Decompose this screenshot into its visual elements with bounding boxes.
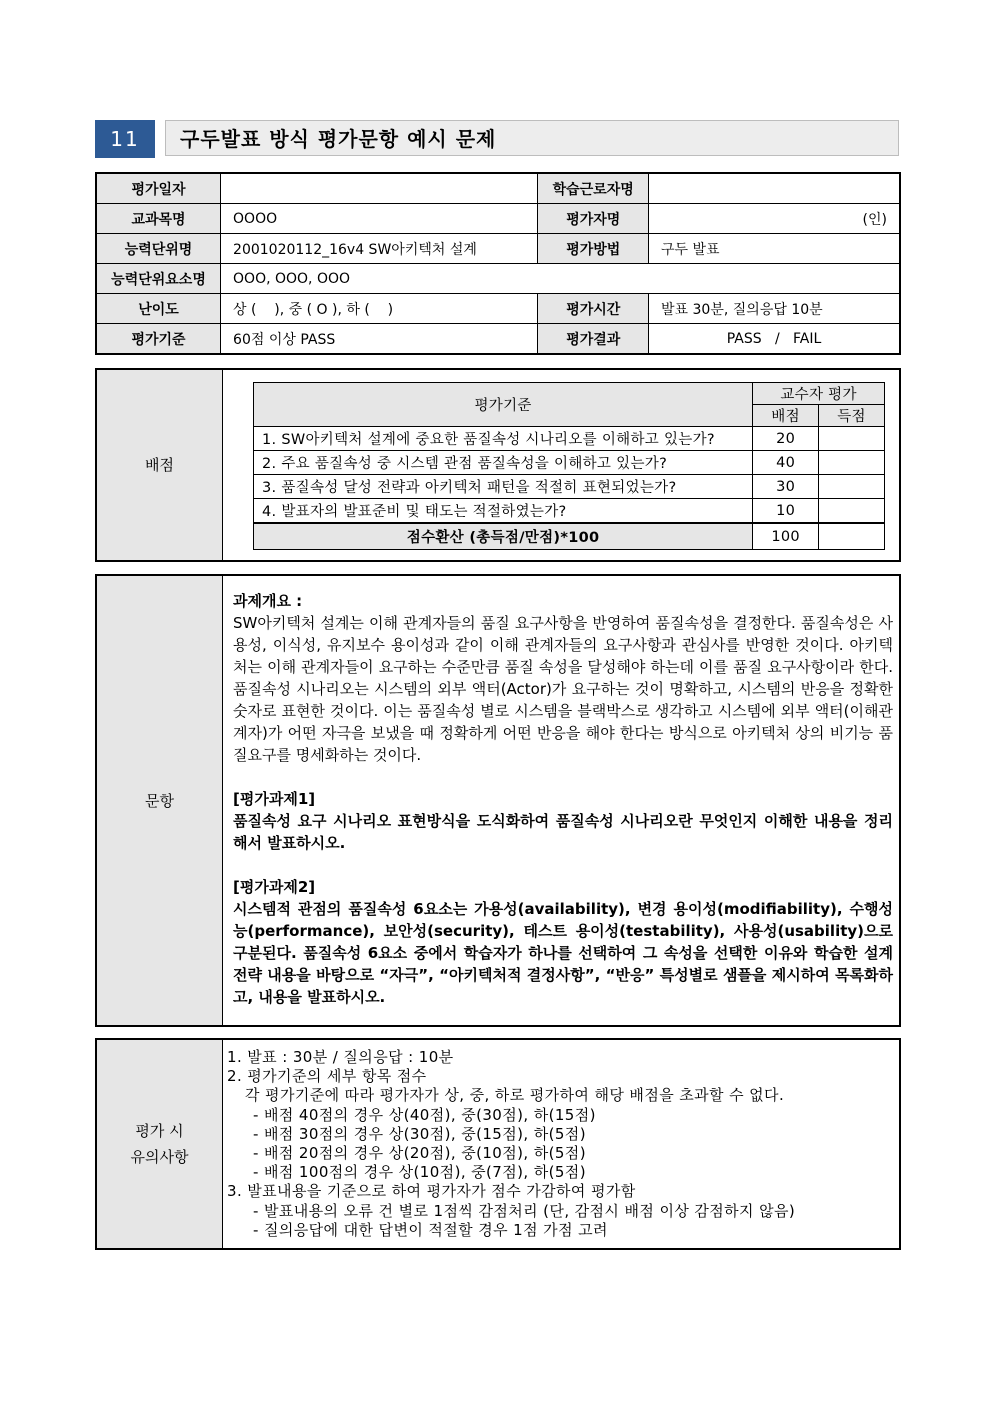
evaluator-field[interactable]: (인) <box>649 204 900 234</box>
difficulty-value: 상 ( ), 중 ( O ), 하 ( ) <box>221 294 538 324</box>
total-earned-field[interactable] <box>819 523 885 550</box>
criterion-text: 1. SW아키텍처 설계에 중요한 품질속성 시나리오를 이해하고 있는가? <box>254 427 753 451</box>
score-section <box>95 368 901 562</box>
difficulty-label: 난이도 <box>96 294 221 324</box>
note-line: - 배점 20점의 경우 상(20점), 중(10점), 하(5점) <box>253 1144 586 1163</box>
criterion-earned-field[interactable] <box>819 451 885 475</box>
criterion-earned-field[interactable] <box>819 427 885 451</box>
note-line: - 배점 40점의 경우 상(40점), 중(30점), 하(15점) <box>253 1105 596 1124</box>
element-value: OOO, OOO, OOO <box>221 264 900 294</box>
total-label: 점수환산 (총득점/만점)*100 <box>254 523 753 550</box>
learner-label: 학습근로자명 <box>538 173 649 204</box>
evaluator-label: 평가자명 <box>538 204 649 234</box>
subject-value: OOOO <box>221 204 538 234</box>
table-row <box>254 383 885 405</box>
note-line: 각 평가기준에 따라 평가자가 상, 중, 하로 평가하여 해당 배점을 초과할 수 없다. <box>245 1086 785 1105</box>
notes-body <box>227 1048 887 1240</box>
criterion-earned-field[interactable] <box>819 475 885 499</box>
eval-date-field[interactable] <box>221 173 538 204</box>
notes-label-line2: 유의사항 <box>130 1148 189 1166</box>
question-section <box>95 574 901 1027</box>
unit-value: 2001020112_16v4 SW아키텍처 설계 <box>221 234 538 264</box>
total-row <box>254 523 885 550</box>
time-label: 평가시간 <box>538 294 649 324</box>
criterion-earned-field[interactable] <box>819 499 885 524</box>
table-row <box>96 234 900 264</box>
criterion-text: 2. 주요 품질속성 중 시스템 관점 품질속성을 이해하고 있는가? <box>254 451 753 475</box>
task2-title: [평가과제2] <box>233 878 316 896</box>
element-label: 능력단위요소명 <box>96 264 221 294</box>
note-line: - 배점 30점의 경우 상(30점), 중(15점), 하(5점) <box>253 1124 586 1143</box>
learner-field[interactable] <box>649 173 900 204</box>
info-table <box>95 172 901 355</box>
score-section-label: 배점 <box>97 370 223 560</box>
result-value: PASS / FAIL <box>649 324 900 355</box>
criteria-table <box>253 382 885 550</box>
note-line: 1. 발표 : 30분 / 질의응답 : 10분 <box>227 1048 454 1066</box>
eval-date-label: 평가일자 <box>96 173 221 204</box>
criterion-points: 10 <box>753 499 819 524</box>
overview-text: SW아키텍처 설계는 이해 관계자들의 품질 요구사항을 반영하여 품질속성을 결정한다. 품질속성은 사용성, 이식성, 유지보수 용이성과 같이 이해 관계자들의 요구사항과 관심사를 반영한 것이다. 아키텍처는 이해 관계자들이 요구하는 수준만큼 품질 속성을 달성해야 하는데 이를 품질 요구사항이라 한다. 품질속성 시나리오는 시스템의 외부 액터(Actor)가 요구하는 것이 명확하고, 시스템의 반응을 정확한 숫자로 표현한 것이다. 이는 품질속성 별로 시스템을 블랙박스로 생각하고 시스템에 외부 액터(이해관계자)가 어떤 자극을 보냈을 때 정확하게 어떤 반응을 해야 한다는 방식으로 아키텍처 상의 비기능 품질요구를 명세화하는 것이다. <box>233 614 893 764</box>
criterion-text: 4. 발표자의 발표준비 및 태도는 적절하였는가? <box>254 499 753 524</box>
table-row <box>96 294 900 324</box>
task2-text: 시스템적 관점의 품질속성 6요소는 가용성(availability), 변경 용이성(modifiability), 수행성능(performance), 보안성(security), 테스트 용이성(testability), 사용성(usability)으로 구분된다. 품질속성 6요소 중에서 학습자가 하나를 선택하여 그 속성을 선택한 이유와 학습한 설계 전략 내용을 바탕으로 “자극”, “아키텍처적 결정사항”, “반응” 특성별로 샘플을 제시하여 목록화하고, 내용을 발표하시오. <box>233 900 893 1006</box>
criterion-points: 40 <box>753 451 819 475</box>
table-row <box>96 264 900 294</box>
result-label: 평가결과 <box>538 324 649 355</box>
task1-title: [평가과제1] <box>233 790 316 808</box>
overview-title: 과제개요 : <box>233 592 303 610</box>
table-row <box>254 451 885 475</box>
section-number: 11 <box>95 120 155 158</box>
total-points: 100 <box>753 523 819 550</box>
note-line: - 질의응답에 대한 답변이 적절할 경우 1점 가점 고려 <box>253 1220 608 1239</box>
criterion-points: 20 <box>753 427 819 451</box>
criteria-header: 평가기준 <box>254 383 753 427</box>
criterion-points: 30 <box>753 475 819 499</box>
notes-section <box>95 1038 901 1250</box>
note-line: - 배점 100점의 경우 상(10점), 중(7점), 하(5점) <box>253 1163 586 1182</box>
table-row <box>96 324 900 355</box>
task1-text: 품질속성 요구 시나리오 표현방식을 도식화하여 품질속성 시나리오란 무엇인지 이해한 내용을 정리해서 발표하시오. <box>233 812 893 852</box>
table-row <box>96 204 900 234</box>
table-row <box>254 499 885 524</box>
question-section-label: 문항 <box>97 576 223 1025</box>
page-title: 구두발표 방식 평가문항 예시 문제 <box>165 120 899 156</box>
note-line: 2. 평가기준의 세부 항목 점수 <box>227 1067 427 1086</box>
notes-section-label <box>97 1040 223 1248</box>
subject-label: 교과목명 <box>96 204 221 234</box>
table-row <box>254 475 885 499</box>
question-body <box>233 590 893 1008</box>
note-line: - 발표내용의 오류 건 별로 1점씩 감점처리 (단, 감점시 배점 이상 감점하지 않음) <box>253 1201 796 1220</box>
criterion-text: 3. 품질속성 달성 전략과 아키텍처 패턴을 적절히 표현되었는가? <box>254 475 753 499</box>
notes-label-line1: 평가 시 <box>135 1122 184 1140</box>
unit-label: 능력단위명 <box>96 234 221 264</box>
method-value: 구두 발표 <box>649 234 900 264</box>
table-row <box>254 427 885 451</box>
document-header <box>95 120 899 158</box>
time-value: 발표 30분, 질의응답 10분 <box>649 294 900 324</box>
criteria-value: 60점 이상 PASS <box>221 324 538 355</box>
criteria-label: 평가기준 <box>96 324 221 355</box>
method-label: 평가방법 <box>538 234 649 264</box>
note-line: 3. 발표내용을 기준으로 하여 평가자가 점수 가감하여 평가함 <box>227 1182 636 1201</box>
points-header: 배점 <box>753 405 819 427</box>
table-row <box>96 173 900 204</box>
professor-header: 교수자 평가 <box>753 383 885 405</box>
earned-header: 득점 <box>819 405 885 427</box>
